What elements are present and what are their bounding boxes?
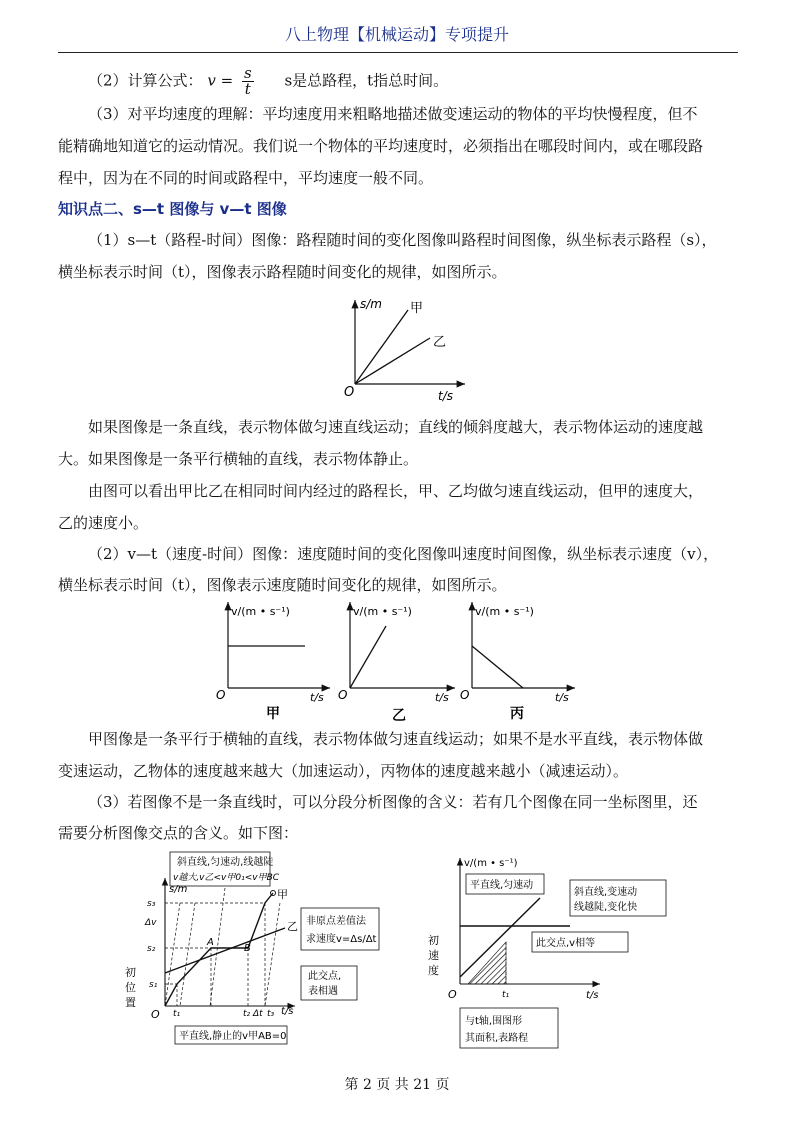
vt2-left-label-2: 速 (428, 949, 439, 962)
vt-yi-origin: O (338, 688, 348, 702)
vt2-left-label-1: 初 (428, 934, 439, 947)
st2-dt: Δt (253, 1009, 263, 1019)
vt-jia-xlabel: t/s (310, 691, 324, 704)
st2-point-a: A (207, 937, 214, 948)
vt2-xlabel: t/s (586, 990, 599, 1001)
st-ylabel: s/m (360, 297, 382, 311)
st2-xlabel: t/s (281, 1006, 294, 1017)
para-vt-explain-1: 甲图像是一条平行于横轴的直线，表示物体做匀速直线运动；如果不是水平直线，表示物体做 (88, 730, 704, 748)
st-xlabel: t/s (438, 389, 453, 403)
st-origin: O (344, 385, 355, 400)
st2-point-b: B (244, 943, 251, 954)
vt2-origin: O (448, 988, 457, 1001)
st2-label-yi: 乙 (287, 920, 298, 933)
st2-label-jia: 甲 (277, 888, 288, 901)
vt-jia-ylabel: v/(m • s⁻¹) (231, 605, 290, 618)
formula-numerator: s (243, 64, 252, 82)
annotated-st-graph (115, 848, 405, 1053)
vt2-ylabel: v/(m • s⁻¹) (464, 858, 518, 869)
page-footer: 第 2 页 共 21 页 (344, 1077, 450, 1093)
para-st-1: （1）s—t（路程-时间）图像：路程随时间的变化图像叫路程时间图像，纵坐标表示路程（s）， (88, 231, 717, 249)
vt-yi-line (350, 626, 386, 688)
para-segment-2: 需要分析图像交点的含义。如下图： (58, 824, 299, 842)
st2-box2-2: 表相遇 (308, 986, 338, 997)
para-st-compare-2: 乙的速度小。 (58, 514, 149, 532)
vt-caption-bing: 丙 (510, 706, 524, 722)
para-st-explain-1: 如果图像是一条直线，表示物体做匀速直线运动；直线的倾斜度越大，表示物体运动的速度越 (88, 418, 704, 436)
st2-left-label-3: 置 (125, 996, 136, 1009)
st2-left-label-2: 位 (125, 981, 136, 994)
vt2-note2-1: 斜直线,变速动 (574, 887, 638, 898)
st2-t1: t₁ (173, 1009, 181, 1019)
vt-yi-xlabel: t/s (435, 691, 449, 704)
formula-v: v (207, 71, 216, 90)
vt-graph-yi (338, 602, 455, 724)
formula-line (58, 66, 740, 97)
formula-lead: （2）计算公式： (88, 71, 203, 90)
vt2-note4-1: 与t轴,围图形 (465, 1016, 523, 1027)
para-avg-speed-1: （3）对平均速度的理解：平均速度用来粗略地描述做变速运动的物体的平均快慢程度，但不 (88, 105, 698, 123)
st2-dv: Δv (145, 918, 157, 928)
annotated-vt-graph (420, 852, 685, 1052)
vt-graph-bing (460, 602, 575, 722)
vt-yi-ylabel: v/(m • s⁻¹) (353, 605, 412, 618)
st2-line-yi (165, 928, 285, 973)
st2-top-note-2: v越大,v乙<v甲0₁<v甲BC (173, 873, 280, 883)
vt-bing-xlabel: t/s (555, 691, 569, 704)
vt-bing-ylabel: v/(m • s⁻¹) (475, 605, 534, 618)
st2-ylabel: s/m (169, 884, 188, 895)
vt-graph-jia (216, 602, 330, 722)
vt2-note2-2: 线越陡,变化快 (574, 902, 638, 913)
page-header: 八上物理【机械运动】专项提升 (284, 25, 509, 44)
para-st-compare-1: 由图可以看出甲比乙在相同时间内经过的路程长，甲、乙均做匀速直线运动，但甲的速度大， (88, 482, 704, 500)
st2-s1: s₁ (149, 980, 158, 990)
st2-box1-1: 非原点差值法 (306, 916, 366, 927)
para-segment-1: （3）若图像不是一条直线时，可以分段分析图像的含义：若有几个图像在同一坐标图里，还 (88, 793, 698, 811)
para-vt-2: 横坐标表示时间（t），图像表示速度随时间变化的规律，如图所示。 (58, 576, 507, 594)
st2-top-note-1: 斜直线,匀速动,线越陡 (177, 857, 274, 868)
vt-jia-origin: O (216, 688, 226, 702)
para-avg-speed-2: 能精确地知道它的运动情况。我们说一个物体的平均速度时，必须指出在哪段时间内，或在哪段路 (58, 137, 704, 155)
formula-eq: = (220, 71, 234, 90)
section-title: 知识点二、s—t 图像与 v—t 图像 (58, 200, 287, 218)
st-label-yi: 乙 (433, 335, 447, 350)
formula-denominator: t (244, 80, 251, 98)
st2-box1-2: 求速度v=Δs/Δt (306, 934, 377, 945)
para-vt-explain-2: 变速运动，乙物体的速度越来越大（加速运动），丙物体的速度越来越小（减速运动）。 (58, 762, 629, 780)
st-graph (330, 292, 470, 404)
st2-s2: s₂ (147, 944, 156, 954)
st-line-yi (355, 338, 430, 384)
st2-line-jia (165, 893, 273, 1006)
para-st-2: 横坐标表示时间（t），图像表示路程随时间变化的规律，如图所示。 (58, 263, 507, 281)
vt2-note4-2: 其面积,表路程 (465, 1033, 529, 1044)
para-vt-1: （2）v—t（速度-时间）图像：速度随时间的变化图像叫速度时间图像，纵坐标表示速度（v）， (88, 545, 719, 563)
st-label-jia: 甲 (410, 301, 424, 316)
vt2-t1: t₁ (502, 990, 510, 1000)
st2-left-label-1: 初 (125, 966, 136, 979)
vt-caption-jia: 甲 (266, 706, 280, 722)
st2-origin: O (151, 1008, 160, 1021)
vt2-left-label-3: 度 (428, 964, 439, 977)
header-rule (58, 52, 738, 53)
vt-caption-yi: 乙 (392, 708, 406, 724)
vt-graphs (210, 598, 590, 728)
st2-bottom-note: 平直线,静止的v甲AB=0 (179, 1031, 287, 1042)
formula-desc: s是总路程，t指总时间。 (284, 71, 449, 90)
st2-t2: t₂ (243, 1009, 251, 1019)
st2-box2-1: 此交点, (308, 971, 342, 982)
formula-fraction (242, 66, 254, 97)
vt2-note3: 此交点,v相等 (536, 938, 596, 949)
st-line-jia (355, 310, 408, 384)
vt-bing-line (472, 646, 523, 688)
para-st-explain-2: 大。如果图像是一条平行横轴的直线，表示物体静止。 (58, 450, 419, 468)
vt2-note1: 平直线,匀速动 (470, 880, 534, 891)
st2-s3: s₃ (147, 899, 156, 909)
st2-t3: t₃ (267, 1009, 275, 1019)
vt-bing-origin: O (460, 688, 470, 702)
para-avg-speed-3: 程中，因为在不同的时间或路程中，平均速度一般不同。 (58, 169, 434, 187)
